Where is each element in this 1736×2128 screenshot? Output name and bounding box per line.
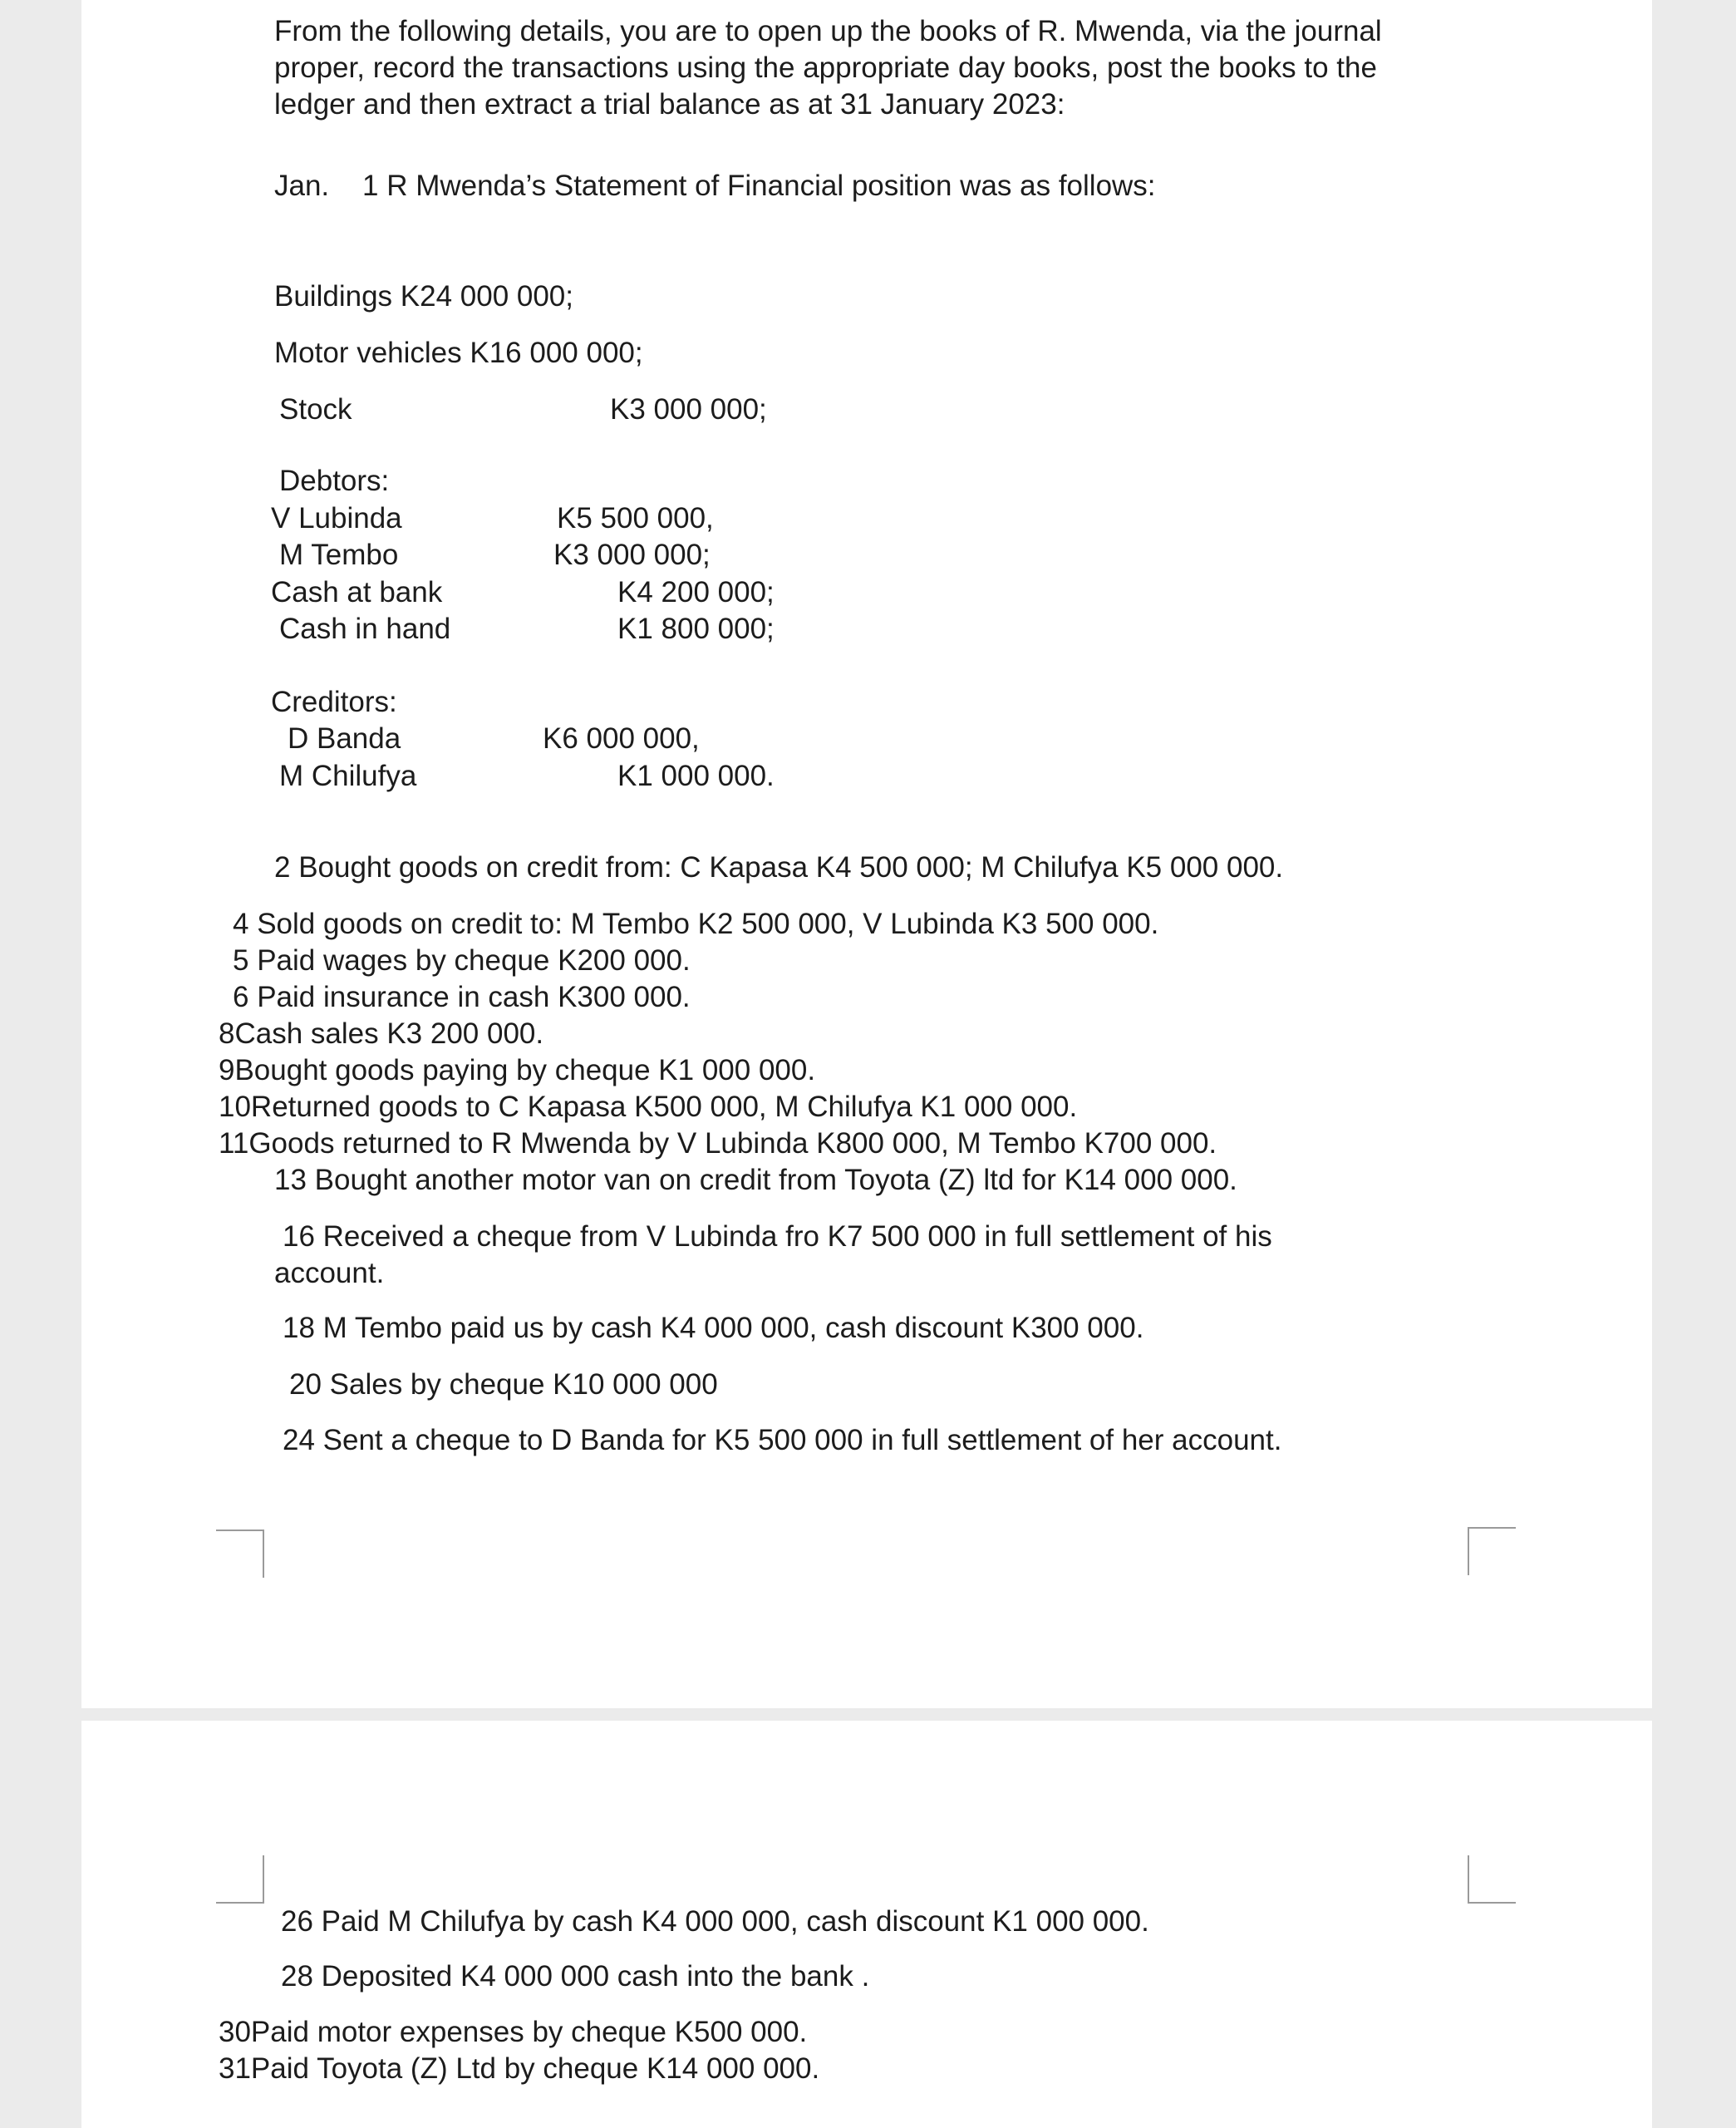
transaction-jan-31: 31Paid Toyota (Z) Ltd by cheque K14 000 000. [219,2052,820,2085]
cash-at-bank-label: Cash at bank [271,576,443,608]
cash-at-bank-value: K4 200 000; [617,576,775,608]
intro-line-1: From the following details, you are to open up the books of R. Mwenda, via the journal [274,15,1382,47]
transaction-jan-30: 30Paid motor expenses by cheque K500 000. [219,2016,808,2048]
transaction-jan-16-continued: account. [274,1257,385,1289]
creditor-m-chilufya-label: M Chilufya [279,760,417,792]
debtor-m-tembo-label: M Tembo [279,539,399,571]
buildings-line: Buildings K24 000 000; [274,280,573,313]
stock-label: Stock [279,393,352,426]
intro-line-3: ledger and then extract a trial balance as at 31 January 2023: [274,88,1065,121]
motor-vehicles-line: Motor vehicles K16 000 000; [274,337,643,369]
jan-1-entry: 1 R Mwenda’s Statement of Financial position was as follows: [362,170,1156,202]
transaction-jan-6: 6 Paid insurance in cash K300 000. [233,981,691,1013]
creditor-m-chilufya-value: K1 000 000. [617,760,775,792]
creditor-d-banda-value: K6 000 000, [543,722,700,755]
intro-line-2: proper, record the transactions using the appropriate day books, post the books to the [274,52,1377,84]
creditors-heading: Creditors: [271,686,397,718]
transaction-jan-28: 28 Deposited K4 000 000 cash into the bank . [281,1960,870,1993]
page-corner-mark-bottom-right [1468,1855,1516,1904]
transaction-jan-26: 26 Paid M Chilufya by cash K4 000 000, cash discount K1 000 000. [281,1905,1149,1938]
cash-in-hand-label: Cash in hand [279,613,451,645]
transaction-jan-18: 18 M Tembo paid us by cash K4 000 000, cash discount K300 000. [283,1312,1144,1344]
page-corner-mark-bottom-left [216,1855,264,1904]
debtor-v-lubinda-label: V Lubinda [271,502,402,534]
page-corner-mark-top-right [1468,1527,1516,1575]
page-corner-mark-top-left [216,1530,264,1578]
stock-value: K3 000 000; [610,393,767,426]
cash-in-hand-value: K1 800 000; [617,613,775,645]
transaction-jan-24: 24 Sent a cheque to D Banda for K5 500 000 in full settlement of her account. [283,1424,1282,1456]
document-page-1 [81,0,1652,1708]
transaction-jan-20: 20 Sales by cheque K10 000 000 [289,1368,718,1401]
document-page-2 [81,1721,1652,2128]
jan-month-label: Jan. [274,170,330,202]
transaction-jan-16: 16 Received a cheque from V Lubinda fro K7 500 000 in full settlement of his [283,1220,1272,1253]
debtors-heading: Debtors: [279,465,390,497]
transaction-jan-10: 10Returned goods to C Kapasa K500 000, M Chilufya K1 000 000. [219,1091,1078,1123]
transaction-jan-5: 5 Paid wages by cheque K200 000. [233,944,691,977]
transaction-jan-8: 8Cash sales K3 200 000. [219,1017,544,1050]
transaction-jan-11: 11Goods returned to R Mwenda by V Lubinda K800 000, M Tembo K700 000. [219,1127,1217,1160]
transaction-jan-2: 2 Bought goods on credit from: C Kapasa K4 500 000; M Chilufya K5 000 000. [274,851,1284,884]
creditor-d-banda-label: D Banda [288,722,401,755]
debtor-v-lubinda-value: K5 500 000, [557,502,714,534]
transaction-jan-13: 13 Bought another motor van on credit from Toyota (Z) ltd for K14 000 000. [274,1164,1237,1196]
debtor-m-tembo-value: K3 000 000; [553,539,711,571]
transaction-jan-4: 4 Sold goods on credit to: M Tembo K2 500 000, V Lubinda K3 500 000. [233,908,1159,940]
transaction-jan-9: 9Bought goods paying by cheque K1 000 000. [219,1054,816,1086]
